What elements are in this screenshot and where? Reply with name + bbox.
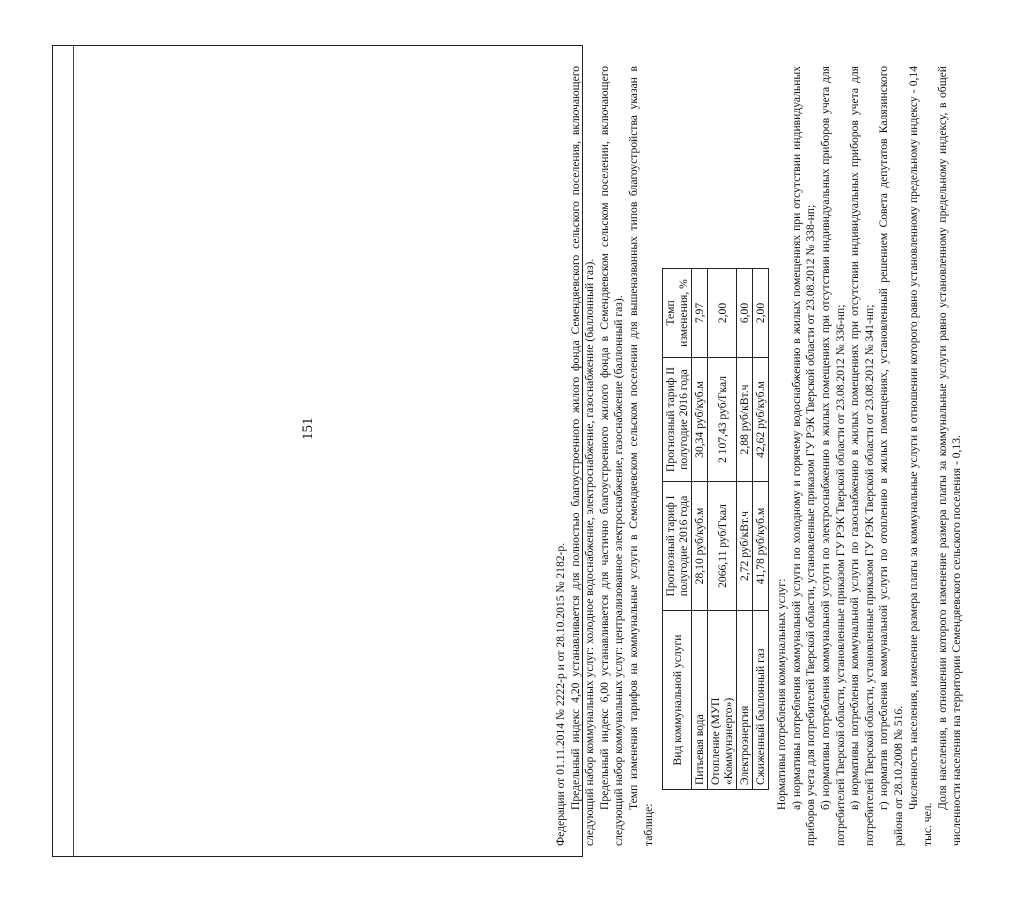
page-number: 151 [300,417,316,440]
paragraph: в) нормативы потребления коммунальной услуги по газоснабжению в жилых помещениях при отсутствии индивидуальных приборов учета для потребителей Тверской области, установленные приказом ГУ РЭК Тверской области от 23.08.2012 № 341-нп; [848,66,876,846]
cell-service: Электроэнергия [737,611,753,790]
table-header-row [663,269,692,790]
header-tariff-h2: Прогнозный тариф II полугодие 2016 года [663,358,692,482]
header-tariff-h1: Прогнозный тариф I полугодие 2016 года [663,482,692,611]
paragraph: Предельный индекс 6,00 устанавливается для частично благоустроенного жилого фонда в Семендяевском сельском поселении, включающего следующий набор коммунальных услуг: централизованное электроснабжение, газоснабжение (баллонный газ). [597,66,626,846]
paragraph: Темп изменения тарифов на коммунальные услуги в Семендяевском сельском поселении для вышеназванных типов благоустройства указан в таблице: [626,66,655,846]
tariff-table [662,268,769,790]
paragraph: г) норматив потребления коммунальной услуги по отоплению в жилых помещениях, установленный решением Совета депутатов Калязинского района от 28.10.2008 № 516. [877,66,905,846]
paragraph: Федерации от 01.11.2014 № 2222-р и от 28.10.2015 № 2182-р. [554,542,567,846]
table-row [753,269,769,790]
cell-tariff-h2: 30,34 руб/куб.м [692,358,708,482]
document-body [554,66,1028,846]
cell-change-rate: 2,00 [753,269,769,358]
paragraph: б) нормативы потребления коммунальной услуги по электроснабжению в жилых помещениях при отсутствии индивидуальных приборов учета для потребителей Тверской области, установленные приказом ГУ РЭК Тверской области от 23.08.2012 № 336-нп; [818,66,847,846]
cell-tariff-h1: 41,78 руб/куб.м [753,482,769,611]
table-row [692,269,708,790]
paragraph: а) нормативы потребления коммунальной услуги по холодному и горячему водоснабжению в жилых помещениях при отсутствии индивидуальных приборов учета для потребителей Тверской области, установленные приказом ГУ РЭК Тверской области от 23.08.2012 № 338-нп; [789,66,818,846]
header-service: Вид коммунальной услуги [663,611,692,790]
table-row [737,269,753,790]
cell-change-rate: 7,97 [692,269,708,358]
cell-change-rate: 2,00 [708,269,737,358]
paragraph: Нормативы потребления коммунальных услуг: [775,578,789,810]
header-change-rate: Темп изменения, % [663,269,692,358]
cell-tariff-h2: 42,62 руб/куб.м [753,358,769,482]
table-row [708,269,737,790]
page-frame [52,45,583,857]
paragraph: Численность населения, изменение размера платы за коммунальные услуги в отношении которого равно установленному предельному индексу - 0,14 тыс. чел. [906,66,935,846]
margin-column-line [73,46,74,856]
cell-tariff-h1: 2,72 руб/кВт.ч [737,482,753,611]
cell-service: Отопление (МУП «Коммунэнерго») [708,611,737,790]
cell-tariff-h2: 2 107,43 руб/Гкал [708,358,737,482]
paragraphs-after [775,66,965,846]
paragraph: Доля населения, в отношении которого изменение размера платы за коммунальные услуги равно установленному предельному индексу, в общей численности населения на территории Семендяевского сельского поселения - 0,13. [935,66,964,846]
cell-change-rate: 6,00 [737,269,753,358]
cell-tariff-h1: 28,10 руб/куб.м [692,482,708,611]
paragraph: Предельный индекс 4,20 устанавливается для полностью благоустроенного жилого фонда Семендяевского сельского поселения, включающего следующий набор коммунальных услуг: холодное водоснабжение, электроснабжение, газоснабжение (баллонный газ). [568,66,597,846]
cell-service: Сжиженный баллонный газ [753,611,769,790]
cell-tariff-h1: 2066,11 руб/Гкал [708,482,737,611]
paragraphs-before [554,66,656,846]
cell-service: Питьевая вода [692,611,708,790]
cell-tariff-h2: 2,88 руб/кВт.ч [737,358,753,482]
